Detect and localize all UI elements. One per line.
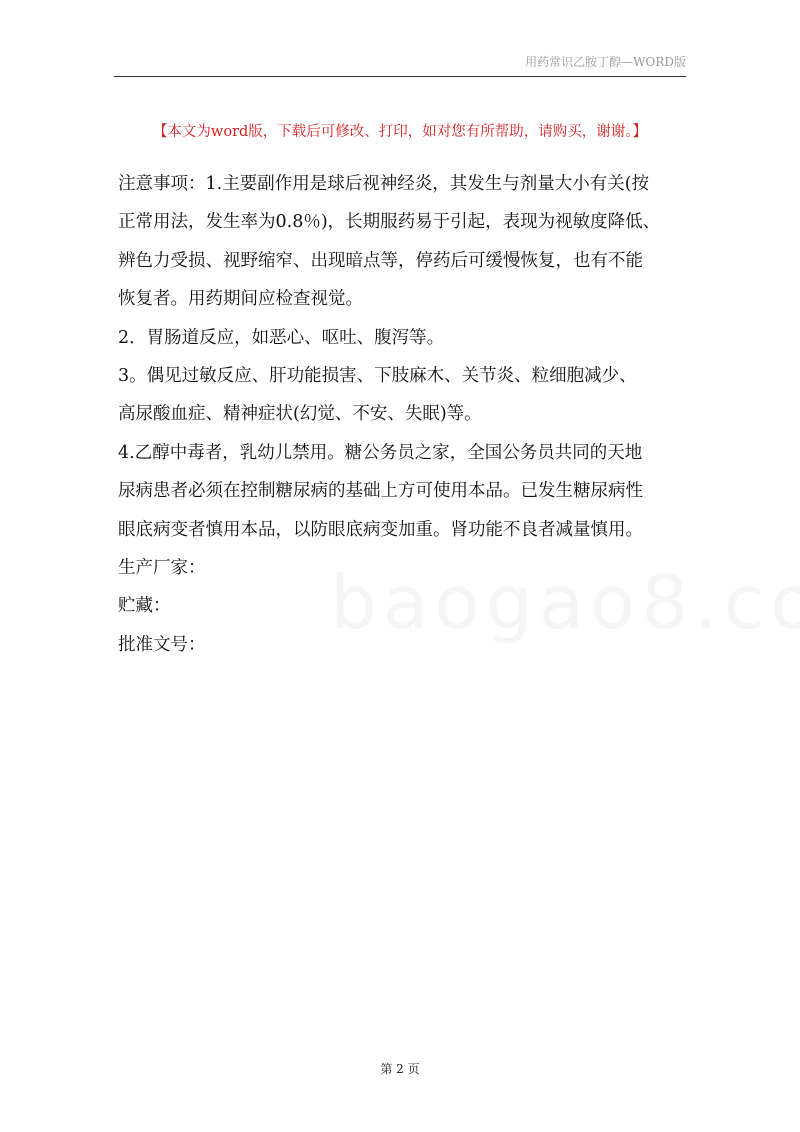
approval-number-label: 批准文号： (118, 634, 206, 655)
body-line: 辨色力受损、视野缩窄、出现暗点等，停药后可缓慢恢复，也有不能 (118, 250, 643, 271)
document-body (118, 165, 688, 664)
storage-label: 贮藏： (118, 596, 171, 617)
body-line: 眼底病变者慎用本品，以防眼底病变加重。肾功能不良者减量慎用。 (118, 519, 643, 540)
manufacturer-label: 生产厂家： (118, 558, 206, 579)
word-version-notice: 【本文为word版，下载后可修改、打印，如对您有所帮助，请购买，谢谢。】 (152, 124, 648, 140)
body-line: 正常用法，发生率为0.8％)，长期服药易于引起，表现为视敏度降低、 (118, 212, 661, 233)
header-title: 用药常识乙胺丁醇—WORD版 (525, 55, 686, 69)
body-line: 2．胃肠道反应，如恶心、呕吐、腹泻等。 (118, 327, 445, 348)
page-number: 第 2 页 (380, 1062, 420, 1076)
body-line: 注意事项：1.主要副作用是球后视神经炎，其发生与剂量大小有关(按 (118, 174, 650, 194)
page-header (114, 54, 686, 77)
body-line: 尿病患者必须在控制糖尿病的基础上方可使用本品。已发生糖尿病性 (118, 481, 643, 502)
body-line: 4.乙醇中毒者，乳幼儿禁用。糖公务员之家，全国公务员共同的天地 (118, 442, 643, 463)
body-line: 3。偶见过敏反应、肝功能损害、下肢麻木、关节炎、粒细胞减少、 (118, 366, 637, 387)
body-line: 恢复者。用药期间应检查视觉。 (118, 289, 363, 310)
body-line: 高尿酸血症、精神症状(幻觉、不安、失眠)等。 (118, 404, 482, 425)
